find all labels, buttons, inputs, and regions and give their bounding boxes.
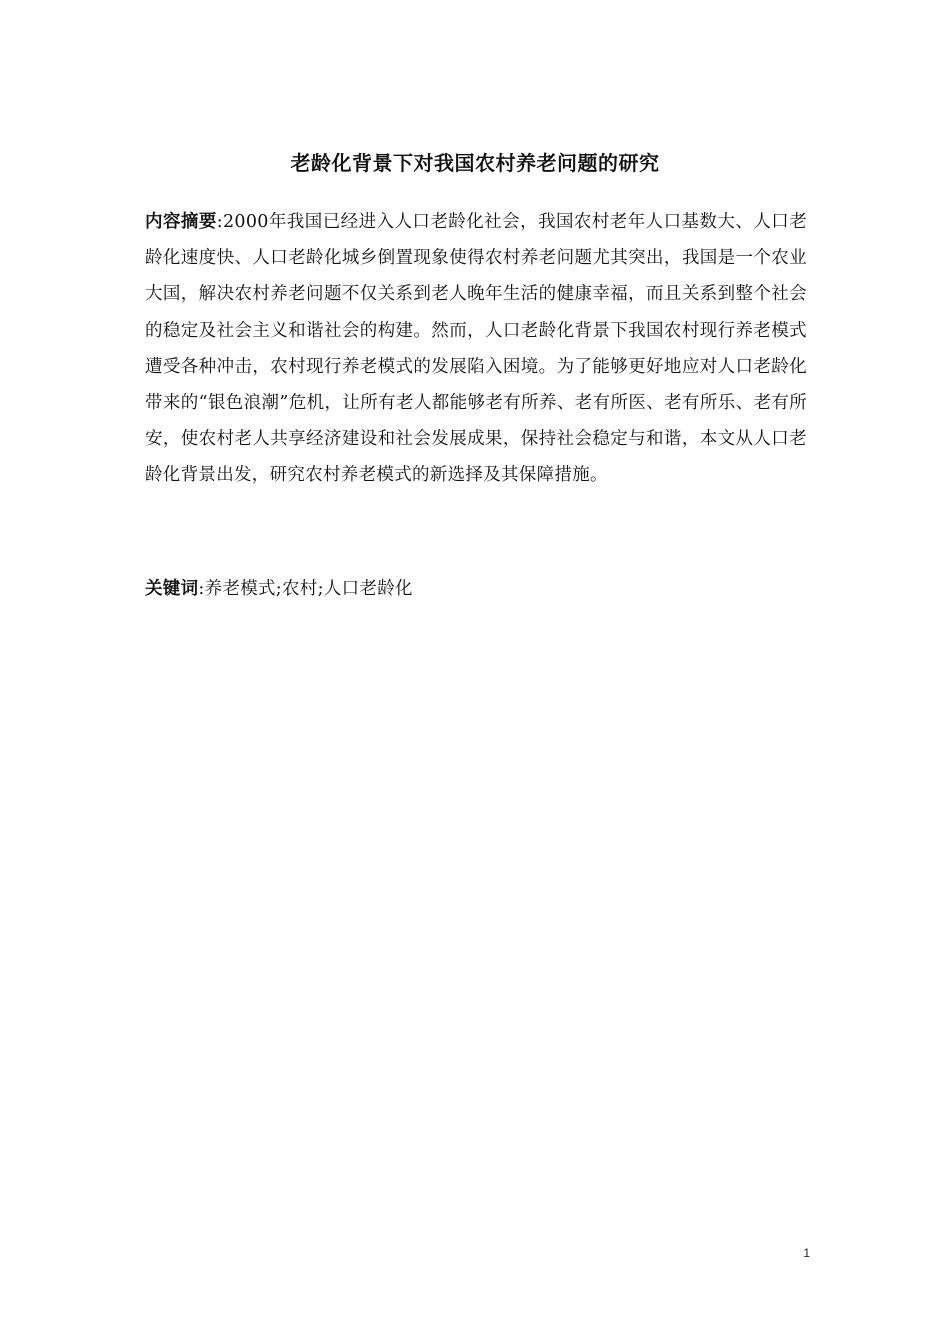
keywords-label: 关键词	[145, 579, 199, 599]
abstract-paragraph	[145, 204, 807, 494]
document-title: 老龄化背景下对我国农村养老问题的研究	[290, 151, 660, 175]
abstract-separator: :	[216, 212, 223, 232]
keywords-separator: :	[198, 579, 205, 599]
keywords-line	[145, 571, 807, 607]
page-number: 1	[803, 1246, 810, 1260]
abstract-label: 内容摘要	[145, 212, 217, 232]
abstract-text: 2000年我国已经进入人口老龄化社会，我国农村老年人口基数大、人口老龄化速度快、人口老龄化城乡倒置现象使得农村养老问题尤其突出，我国是一个农业大国，解决农村养老问题不仅关系到老人晚年生活的健康幸福，而且关系到整个社会的稳定及社会主义和谐社会的构建。然而，人口老龄化背景下我国农村现行养老模式遭受各种冲击，农村现行养老模式的发展陷入困境。为了能够更好地应对人口老龄化带来的“银色浪潮”危机，让所有老人都能够老有所养、老有所医、老有所乐、老有所安，使农村老人共享经济建设和社会发展成果，保持社会稳定与和谐，本文从人口老龄化背景出发，研究农村养老模式的新选择及其保障措施。	[145, 212, 808, 486]
keywords-text: 养老模式;农村;人口老龄化	[204, 579, 413, 599]
